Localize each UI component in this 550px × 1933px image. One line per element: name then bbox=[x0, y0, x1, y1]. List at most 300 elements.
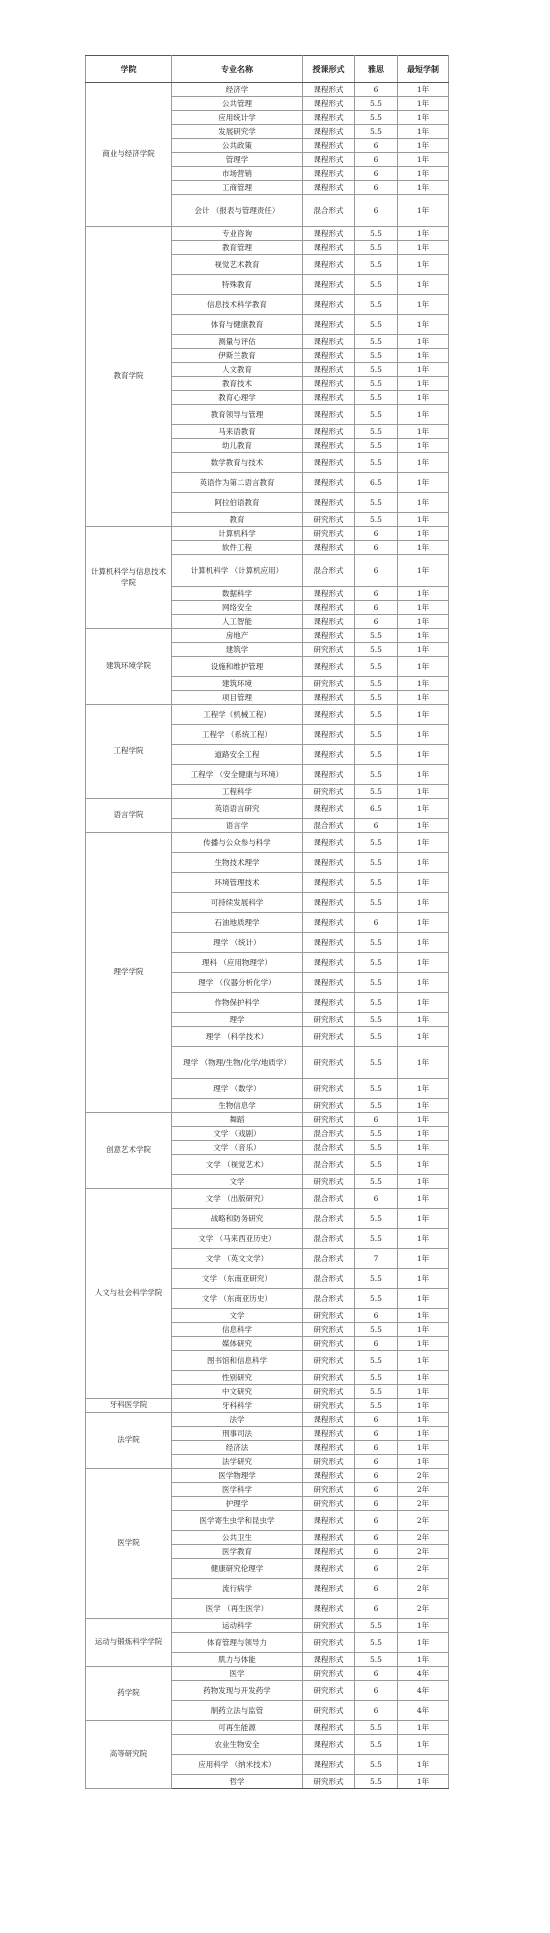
mode-cell: 研究形式 bbox=[303, 1175, 355, 1189]
duration-cell: 2年 bbox=[398, 1599, 449, 1619]
ielts-cell: 5.5 bbox=[355, 1653, 398, 1667]
ielts-cell: 6 bbox=[355, 1189, 398, 1209]
program-cell: 信息科学 bbox=[172, 1323, 303, 1337]
program-cell: 运动科学 bbox=[172, 1619, 303, 1633]
ielts-cell: 5.5 bbox=[355, 1027, 398, 1047]
duration-cell: 1年 bbox=[398, 1189, 449, 1209]
duration-cell: 1年 bbox=[398, 1441, 449, 1455]
ielts-cell: 5.5 bbox=[355, 1099, 398, 1113]
program-cell: 道路安全工程 bbox=[172, 745, 303, 765]
program-cell: 体育与健康教育 bbox=[172, 315, 303, 335]
program-cell: 医学教育 bbox=[172, 1545, 303, 1559]
ielts-cell: 5.5 bbox=[355, 1289, 398, 1309]
duration-cell: 1年 bbox=[398, 405, 449, 425]
ielts-cell: 6 bbox=[355, 1427, 398, 1441]
mode-cell: 课程形式 bbox=[303, 493, 355, 513]
ielts-cell: 5.5 bbox=[355, 1323, 398, 1337]
mode-cell: 研究形式 bbox=[303, 1483, 355, 1497]
duration-cell: 1年 bbox=[398, 587, 449, 601]
ielts-cell: 7 bbox=[355, 1249, 398, 1269]
ielts-cell: 6 bbox=[355, 83, 398, 97]
mode-cell: 课程形式 bbox=[303, 541, 355, 555]
program-cell: 英语作为第二语言教育 bbox=[172, 473, 303, 493]
table-row bbox=[86, 705, 449, 725]
school-cell: 牙科医学院 bbox=[86, 1399, 172, 1413]
ielts-cell: 5.5 bbox=[355, 295, 398, 315]
ielts-cell: 5.5 bbox=[355, 513, 398, 527]
duration-cell: 1年 bbox=[398, 1455, 449, 1469]
ielts-cell: 6 bbox=[355, 167, 398, 181]
ielts-cell: 5.5 bbox=[355, 643, 398, 657]
program-cell: 教育 bbox=[172, 513, 303, 527]
mode-cell: 研究形式 bbox=[303, 1681, 355, 1701]
ielts-cell: 6 bbox=[355, 1497, 398, 1511]
ielts-cell: 6 bbox=[355, 1599, 398, 1619]
ielts-cell: 5.5 bbox=[355, 439, 398, 453]
mode-cell: 课程形式 bbox=[303, 725, 355, 745]
mode-cell: 研究形式 bbox=[303, 785, 355, 799]
duration-cell: 1年 bbox=[398, 1289, 449, 1309]
ielts-cell: 6 bbox=[355, 1413, 398, 1427]
ielts-cell: 5.5 bbox=[355, 1269, 398, 1289]
mode-cell: 研究形式 bbox=[303, 1497, 355, 1511]
program-table bbox=[85, 55, 449, 1789]
duration-cell: 4年 bbox=[398, 1681, 449, 1701]
mode-cell: 混合形式 bbox=[303, 1249, 355, 1269]
duration-cell: 2年 bbox=[398, 1579, 449, 1599]
program-cell: 会计 （报表与管理责任） bbox=[172, 195, 303, 227]
duration-cell: 1年 bbox=[398, 785, 449, 799]
ielts-cell: 5.5 bbox=[355, 335, 398, 349]
program-cell: 人工智能 bbox=[172, 615, 303, 629]
ielts-cell: 6 bbox=[355, 1455, 398, 1469]
ielts-cell: 5.5 bbox=[355, 893, 398, 913]
program-cell: 人文教育 bbox=[172, 363, 303, 377]
duration-cell: 1年 bbox=[398, 181, 449, 195]
ielts-cell: 5.5 bbox=[355, 1775, 398, 1789]
duration-cell: 1年 bbox=[398, 363, 449, 377]
duration-cell: 1年 bbox=[398, 167, 449, 181]
school-cell: 创意艺术学院 bbox=[86, 1113, 172, 1189]
program-cell: 文学 （东南亚研究） bbox=[172, 1269, 303, 1289]
duration-cell: 1年 bbox=[398, 833, 449, 853]
duration-cell: 1年 bbox=[398, 555, 449, 587]
duration-cell: 1年 bbox=[398, 1079, 449, 1099]
header-row bbox=[86, 56, 449, 83]
duration-cell: 1年 bbox=[398, 1229, 449, 1249]
ielts-cell: 6 bbox=[355, 153, 398, 167]
duration-cell: 2年 bbox=[398, 1483, 449, 1497]
mode-cell: 研究形式 bbox=[303, 1013, 355, 1027]
duration-cell: 1年 bbox=[398, 125, 449, 139]
program-cell: 工程科学 bbox=[172, 785, 303, 799]
duration-cell: 1年 bbox=[398, 1141, 449, 1155]
mode-cell: 研究形式 bbox=[303, 1667, 355, 1681]
table-row bbox=[86, 1721, 449, 1735]
program-cell: 刑事司法 bbox=[172, 1427, 303, 1441]
ielts-cell: 5.5 bbox=[355, 873, 398, 893]
ielts-cell: 5.5 bbox=[355, 1735, 398, 1755]
mode-cell: 课程形式 bbox=[303, 255, 355, 275]
duration-cell: 1年 bbox=[398, 541, 449, 555]
program-cell: 工程学 （安全健康与环境） bbox=[172, 765, 303, 785]
ielts-cell: 6 bbox=[355, 1469, 398, 1483]
ielts-cell: 5.5 bbox=[355, 1141, 398, 1155]
ielts-cell: 5.5 bbox=[355, 1633, 398, 1653]
program-cell: 视觉艺术教育 bbox=[172, 255, 303, 275]
program-cell: 文学 （东南亚历史） bbox=[172, 1289, 303, 1309]
program-cell: 应用科学 （纳米技术） bbox=[172, 1755, 303, 1775]
program-cell: 石油地质理学 bbox=[172, 913, 303, 933]
ielts-cell: 6 bbox=[355, 181, 398, 195]
program-cell: 理学 （科学技术） bbox=[172, 1027, 303, 1047]
ielts-cell: 5.5 bbox=[355, 1229, 398, 1249]
program-cell: 理学 （物理/生物/化学/地质学） bbox=[172, 1047, 303, 1079]
duration-cell: 1年 bbox=[398, 1619, 449, 1633]
program-cell: 医学物理学 bbox=[172, 1469, 303, 1483]
program-cell: 公共政策 bbox=[172, 139, 303, 153]
ielts-cell: 6 bbox=[355, 615, 398, 629]
mode-cell: 研究形式 bbox=[303, 643, 355, 657]
program-cell: 生物信息学 bbox=[172, 1099, 303, 1113]
mode-cell: 研究形式 bbox=[303, 1633, 355, 1653]
mode-cell: 混合形式 bbox=[303, 1189, 355, 1209]
program-cell: 中文研究 bbox=[172, 1385, 303, 1399]
duration-cell: 1年 bbox=[398, 295, 449, 315]
school-cell: 高等研究院 bbox=[86, 1721, 172, 1789]
program-cell: 媒体研究 bbox=[172, 1337, 303, 1351]
duration-cell: 4年 bbox=[398, 1701, 449, 1721]
ielts-cell: 5.5 bbox=[355, 453, 398, 473]
ielts-cell: 6 bbox=[355, 1483, 398, 1497]
ielts-cell: 5.5 bbox=[355, 629, 398, 643]
program-cell: 医学 （再生医学） bbox=[172, 1599, 303, 1619]
mode-cell: 课程形式 bbox=[303, 799, 355, 819]
school-cell: 计算机科学与信息技术学院 bbox=[86, 527, 172, 629]
duration-cell: 1年 bbox=[398, 439, 449, 453]
duration-cell: 1年 bbox=[398, 111, 449, 125]
mode-cell: 混合形式 bbox=[303, 195, 355, 227]
program-cell: 经济学 bbox=[172, 83, 303, 97]
ielts-cell: 5.5 bbox=[355, 677, 398, 691]
mode-cell: 研究形式 bbox=[303, 527, 355, 541]
mode-cell: 课程形式 bbox=[303, 745, 355, 765]
program-cell: 英语语言研究 bbox=[172, 799, 303, 819]
duration-cell: 1年 bbox=[398, 819, 449, 833]
duration-cell: 1年 bbox=[398, 953, 449, 973]
program-cell: 工程学（机械工程） bbox=[172, 705, 303, 725]
mode-cell: 研究形式 bbox=[303, 1351, 355, 1371]
program-cell: 舞蹈 bbox=[172, 1113, 303, 1127]
duration-cell: 1年 bbox=[398, 1399, 449, 1413]
ielts-cell: 5.5 bbox=[355, 953, 398, 973]
duration-cell: 1年 bbox=[398, 629, 449, 643]
mode-cell: 课程形式 bbox=[303, 657, 355, 677]
school-cell: 工程学院 bbox=[86, 705, 172, 799]
duration-cell: 1年 bbox=[398, 97, 449, 111]
duration-cell: 1年 bbox=[398, 241, 449, 255]
ielts-cell: 5.5 bbox=[355, 391, 398, 405]
duration-cell: 1年 bbox=[398, 1013, 449, 1027]
program-cell: 经济法 bbox=[172, 1441, 303, 1455]
program-cell: 公共管理 bbox=[172, 97, 303, 111]
ielts-cell: 5.5 bbox=[355, 425, 398, 439]
duration-cell: 1年 bbox=[398, 513, 449, 527]
duration-cell: 1年 bbox=[398, 1209, 449, 1229]
ielts-cell: 5.5 bbox=[355, 657, 398, 677]
duration-cell: 1年 bbox=[398, 1633, 449, 1653]
program-cell: 文学 bbox=[172, 1309, 303, 1323]
program-cell: 文学 bbox=[172, 1175, 303, 1189]
program-cell: 信息技术科学教育 bbox=[172, 295, 303, 315]
program-cell: 马来语教育 bbox=[172, 425, 303, 439]
ielts-cell: 6 bbox=[355, 1441, 398, 1455]
program-cell: 计算机科学 bbox=[172, 527, 303, 541]
duration-cell: 1年 bbox=[398, 1721, 449, 1735]
ielts-cell: 6 bbox=[355, 1559, 398, 1579]
duration-cell: 1年 bbox=[398, 473, 449, 493]
table-row bbox=[86, 527, 449, 541]
duration-cell: 1年 bbox=[398, 993, 449, 1013]
mode-cell: 课程形式 bbox=[303, 853, 355, 873]
mode-cell: 混合形式 bbox=[303, 1127, 355, 1141]
mode-cell: 课程形式 bbox=[303, 227, 355, 241]
mode-cell: 研究形式 bbox=[303, 1619, 355, 1633]
ielts-cell: 5.5 bbox=[355, 1399, 398, 1413]
ielts-cell: 5.5 bbox=[355, 493, 398, 513]
program-cell: 药物发现与开发药学 bbox=[172, 1681, 303, 1701]
mode-cell: 课程形式 bbox=[303, 615, 355, 629]
mode-cell: 混合形式 bbox=[303, 555, 355, 587]
ielts-cell: 6 bbox=[355, 1113, 398, 1127]
duration-cell: 1年 bbox=[398, 1099, 449, 1113]
ielts-cell: 5.5 bbox=[355, 1385, 398, 1399]
duration-cell: 1年 bbox=[398, 705, 449, 725]
mode-cell: 混合形式 bbox=[303, 819, 355, 833]
duration-cell: 1年 bbox=[398, 1175, 449, 1189]
duration-cell: 1年 bbox=[398, 893, 449, 913]
ielts-cell: 6.5 bbox=[355, 473, 398, 493]
school-cell: 法学院 bbox=[86, 1413, 172, 1469]
ielts-cell: 6 bbox=[355, 195, 398, 227]
school-cell: 药学院 bbox=[86, 1667, 172, 1721]
program-cell: 幼儿教育 bbox=[172, 439, 303, 453]
table-row bbox=[86, 799, 449, 819]
school-cell: 医学院 bbox=[86, 1469, 172, 1619]
ielts-cell: 5.5 bbox=[355, 725, 398, 745]
mode-cell: 课程形式 bbox=[303, 275, 355, 295]
program-cell: 软件工程 bbox=[172, 541, 303, 555]
duration-cell: 1年 bbox=[398, 1155, 449, 1175]
mode-cell: 课程形式 bbox=[303, 1599, 355, 1619]
duration-cell: 2年 bbox=[398, 1469, 449, 1483]
table-row bbox=[86, 1667, 449, 1681]
program-cell: 性别研究 bbox=[172, 1371, 303, 1385]
mode-cell: 课程形式 bbox=[303, 439, 355, 453]
program-cell: 市场营销 bbox=[172, 167, 303, 181]
table-row bbox=[86, 833, 449, 853]
program-cell: 数据科学 bbox=[172, 587, 303, 601]
table-body bbox=[86, 83, 449, 1789]
duration-cell: 1年 bbox=[398, 691, 449, 705]
duration-cell: 1年 bbox=[398, 657, 449, 677]
duration-cell: 1年 bbox=[398, 873, 449, 893]
mode-cell: 课程形式 bbox=[303, 913, 355, 933]
ielts-cell: 6 bbox=[355, 1579, 398, 1599]
program-cell: 体育管理与领导力 bbox=[172, 1633, 303, 1653]
school-cell: 语言学院 bbox=[86, 799, 172, 833]
duration-cell: 1年 bbox=[398, 1309, 449, 1323]
mode-cell: 课程形式 bbox=[303, 629, 355, 643]
program-cell: 项目管理 bbox=[172, 691, 303, 705]
program-cell: 理学 （仪器分析化学） bbox=[172, 973, 303, 993]
mode-cell: 课程形式 bbox=[303, 705, 355, 725]
header-duration: 最短学制 bbox=[398, 56, 449, 83]
ielts-cell: 5.5 bbox=[355, 97, 398, 111]
mode-cell: 研究形式 bbox=[303, 1701, 355, 1721]
mode-cell: 课程形式 bbox=[303, 241, 355, 255]
duration-cell: 1年 bbox=[398, 1775, 449, 1789]
duration-cell: 1年 bbox=[398, 1413, 449, 1427]
duration-cell: 1年 bbox=[398, 1047, 449, 1079]
duration-cell: 1年 bbox=[398, 315, 449, 335]
ielts-cell: 6 bbox=[355, 913, 398, 933]
duration-cell: 1年 bbox=[398, 1385, 449, 1399]
mode-cell: 课程形式 bbox=[303, 391, 355, 405]
table-row bbox=[86, 1619, 449, 1633]
mode-cell: 课程形式 bbox=[303, 873, 355, 893]
program-cell: 生物技术理学 bbox=[172, 853, 303, 873]
mode-cell: 课程形式 bbox=[303, 1735, 355, 1755]
ielts-cell: 5.5 bbox=[355, 993, 398, 1013]
mode-cell: 研究形式 bbox=[303, 1309, 355, 1323]
mode-cell: 混合形式 bbox=[303, 1141, 355, 1155]
program-cell: 管理学 bbox=[172, 153, 303, 167]
ielts-cell: 5.5 bbox=[355, 1209, 398, 1229]
mode-cell: 课程形式 bbox=[303, 315, 355, 335]
mode-cell: 课程形式 bbox=[303, 765, 355, 785]
mode-cell: 研究形式 bbox=[303, 1455, 355, 1469]
mode-cell: 课程形式 bbox=[303, 125, 355, 139]
ielts-cell: 5.5 bbox=[355, 765, 398, 785]
mode-cell: 课程形式 bbox=[303, 1413, 355, 1427]
program-cell: 医学 bbox=[172, 1667, 303, 1681]
header-mode: 授课形式 bbox=[303, 56, 355, 83]
program-cell: 环境管理技术 bbox=[172, 873, 303, 893]
mode-cell: 课程形式 bbox=[303, 953, 355, 973]
ielts-cell: 5.5 bbox=[355, 691, 398, 705]
mode-cell: 混合形式 bbox=[303, 1269, 355, 1289]
program-cell: 可持续发展科学 bbox=[172, 893, 303, 913]
program-cell: 文学 （马来西亚历史） bbox=[172, 1229, 303, 1249]
duration-cell: 1年 bbox=[398, 1269, 449, 1289]
ielts-cell: 6 bbox=[355, 601, 398, 615]
ielts-cell: 5.5 bbox=[355, 705, 398, 725]
ielts-cell: 5.5 bbox=[355, 833, 398, 853]
program-cell: 牙科科学 bbox=[172, 1399, 303, 1413]
mode-cell: 课程形式 bbox=[303, 893, 355, 913]
school-cell: 商业与经济学院 bbox=[86, 83, 172, 227]
ielts-cell: 6.5 bbox=[355, 799, 398, 819]
mode-cell: 课程形式 bbox=[303, 1531, 355, 1545]
mode-cell: 课程形式 bbox=[303, 377, 355, 391]
mode-cell: 课程形式 bbox=[303, 587, 355, 601]
ielts-cell: 6 bbox=[355, 1531, 398, 1545]
ielts-cell: 5.5 bbox=[355, 227, 398, 241]
program-cell: 护理学 bbox=[172, 1497, 303, 1511]
mode-cell: 混合形式 bbox=[303, 1155, 355, 1175]
duration-cell: 1年 bbox=[398, 1113, 449, 1127]
program-cell: 文学 （音乐） bbox=[172, 1141, 303, 1155]
mode-cell: 课程形式 bbox=[303, 1511, 355, 1531]
ielts-cell: 6 bbox=[355, 1667, 398, 1681]
program-cell: 房地产 bbox=[172, 629, 303, 643]
ielts-cell: 5.5 bbox=[355, 1619, 398, 1633]
ielts-cell: 5.5 bbox=[355, 1047, 398, 1079]
mode-cell: 研究形式 bbox=[303, 1371, 355, 1385]
program-cell: 医学寄生虫学和昆虫学 bbox=[172, 1511, 303, 1531]
program-cell: 语言学 bbox=[172, 819, 303, 833]
program-cell: 工商管理 bbox=[172, 181, 303, 195]
program-table-page bbox=[85, 55, 448, 1789]
mode-cell: 课程形式 bbox=[303, 97, 355, 111]
duration-cell: 1年 bbox=[398, 195, 449, 227]
duration-cell: 2年 bbox=[398, 1545, 449, 1559]
mode-cell: 课程形式 bbox=[303, 1559, 355, 1579]
table-header bbox=[86, 56, 449, 83]
ielts-cell: 5.5 bbox=[355, 933, 398, 953]
program-cell: 网络安全 bbox=[172, 601, 303, 615]
mode-cell: 课程形式 bbox=[303, 1441, 355, 1455]
duration-cell: 1年 bbox=[398, 1351, 449, 1371]
program-cell: 文学 （戏剧） bbox=[172, 1127, 303, 1141]
mode-cell: 课程形式 bbox=[303, 1721, 355, 1735]
duration-cell: 2年 bbox=[398, 1497, 449, 1511]
duration-cell: 1年 bbox=[398, 853, 449, 873]
ielts-cell: 5.5 bbox=[355, 255, 398, 275]
duration-cell: 1年 bbox=[398, 615, 449, 629]
duration-cell: 2年 bbox=[398, 1531, 449, 1545]
program-cell: 专业咨询 bbox=[172, 227, 303, 241]
mode-cell: 研究形式 bbox=[303, 1099, 355, 1113]
program-cell: 设施和维护管理 bbox=[172, 657, 303, 677]
program-cell: 教育管理 bbox=[172, 241, 303, 255]
program-cell: 哲学 bbox=[172, 1775, 303, 1789]
mode-cell: 研究形式 bbox=[303, 677, 355, 691]
program-cell: 传播与公众参与科学 bbox=[172, 833, 303, 853]
mode-cell: 课程形式 bbox=[303, 1545, 355, 1559]
program-cell: 文学 （出版研究） bbox=[172, 1189, 303, 1209]
mode-cell: 混合形式 bbox=[303, 1209, 355, 1229]
duration-cell: 1年 bbox=[398, 1337, 449, 1351]
ielts-cell: 6 bbox=[355, 527, 398, 541]
table-row bbox=[86, 227, 449, 241]
duration-cell: 1年 bbox=[398, 139, 449, 153]
ielts-cell: 6 bbox=[355, 1545, 398, 1559]
program-cell: 文学 （视觉艺术） bbox=[172, 1155, 303, 1175]
table-row bbox=[86, 1469, 449, 1483]
mode-cell: 研究形式 bbox=[303, 1399, 355, 1413]
header-school: 学院 bbox=[86, 56, 172, 83]
mode-cell: 课程形式 bbox=[303, 1427, 355, 1441]
duration-cell: 1年 bbox=[398, 1735, 449, 1755]
program-cell: 文学 （英文文学） bbox=[172, 1249, 303, 1269]
program-cell: 法学 bbox=[172, 1413, 303, 1427]
ielts-cell: 5.5 bbox=[355, 1175, 398, 1189]
ielts-cell: 5.5 bbox=[355, 241, 398, 255]
duration-cell: 1年 bbox=[398, 601, 449, 615]
mode-cell: 课程形式 bbox=[303, 153, 355, 167]
